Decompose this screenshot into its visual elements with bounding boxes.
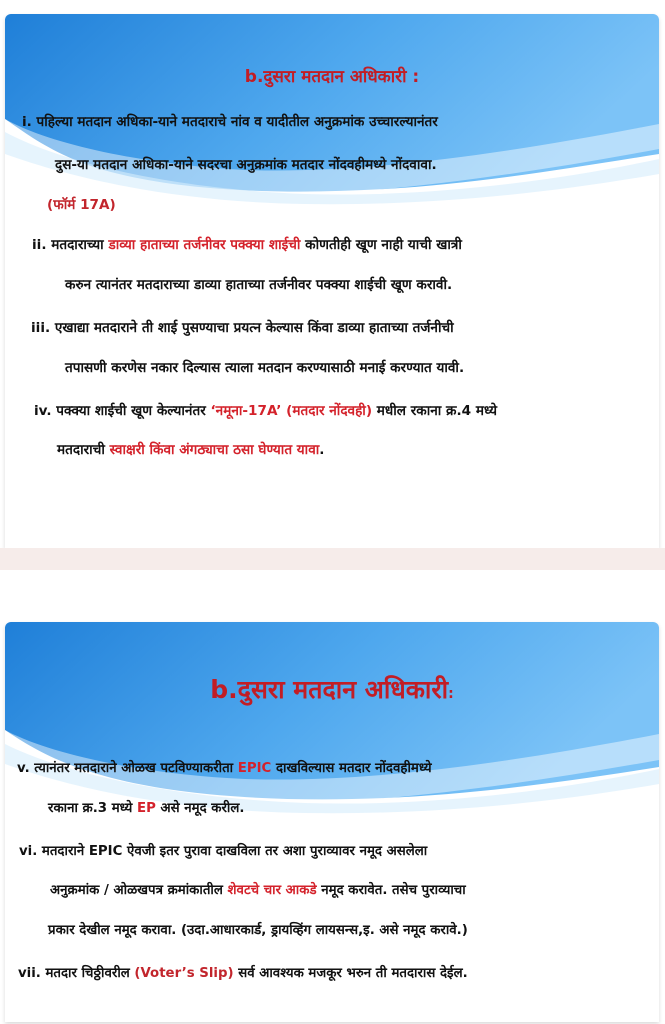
text-segment: EPIC [237, 761, 272, 776]
text-segment: (फॉर्म 17A) [47, 197, 116, 213]
slide-2 [5, 622, 659, 1022]
text-segment: प्रकार देखील नमूद करावा. (उदा.आधारकार्ड, ड्रायव्हिंग लायसन्स,इ. असे नमूद करावे.) [48, 923, 468, 938]
slide-2-line-4 [50, 880, 466, 898]
slide-2-content [5, 622, 659, 1022]
text-segment: शेवटचे चार आकडे [227, 883, 317, 898]
slide-1-line-3 [47, 194, 116, 213]
slide-2-title [5, 672, 659, 706]
text-segment: मधील रकाना क्र.4 मध्ये [372, 403, 497, 419]
text-segment: ii. मतदाराच्या [32, 237, 109, 253]
text-segment: iii. एखाद्या मतदाराने ती शाई पुसण्याचा प्रयत्न केल्यास किंवा डाव्या हाताच्या तर्जनीची [31, 320, 454, 336]
slide-1-line-2 [55, 154, 437, 173]
text-segment: vi. मतदाराने EPIC ऐवजी इतर पुरावा दाखविला तर अशा पुराव्यावर नमूद असलेला [19, 844, 428, 859]
slide-separator [0, 548, 665, 570]
text-segment: EP [136, 801, 156, 816]
slide-1 [5, 14, 659, 548]
text-segment: i. पहिल्या मतदान अधिका-याने मतदाराचे नांव व यादीतील अनुक्रमांक उच्चारल्यानंतर [22, 114, 438, 130]
text-segment: नमूद करावेत. तसेच पुराव्याचा [316, 883, 466, 898]
slide-1-title: b.दुसरा मतदान अधिकारी : [244, 67, 420, 87]
text-segment: . [319, 442, 325, 458]
slide-2-line-3 [19, 841, 427, 859]
slide-2-line-2 [48, 798, 244, 816]
slide-1-line-8 [34, 400, 497, 419]
slide-1-content [5, 14, 659, 548]
text-segment: iv. पक्क्या शाईची खूण केल्यानंतर [34, 403, 211, 419]
slide-1-line-9 [57, 439, 324, 458]
slide-2-line-5 [48, 920, 468, 938]
slide-2-title-text: b.दुसरा मतदान अधिकारी [210, 675, 449, 704]
slide-1-line-7 [65, 357, 464, 376]
slide-1-line-5 [65, 274, 452, 293]
text-segment: ‘नमूना-17A’ (मतदार नोंदवही) [210, 403, 373, 419]
text-segment: डाव्या हाताच्या तर्जनीवर पक्क्या शाईची [108, 237, 301, 253]
slide-1-line-6 [31, 317, 454, 336]
text-segment: स्वाक्षरी किंवा अंगठ्याचा ठसा घेण्यात यावा [109, 442, 320, 458]
slide-2-title-suffix: : [448, 686, 454, 702]
text-segment: दाखविल्यास मतदार नोंदवहीमध्ये [271, 761, 432, 776]
text-segment: करुन त्यानंतर मतदाराच्या डाव्या हाताच्या तर्जनीवर पक्क्या शाईची खूण करावी. [65, 277, 453, 293]
text-segment: कोणतीही खूण नाही याची खात्री [300, 237, 462, 253]
slide-2-line-6 [18, 963, 468, 981]
text-segment: (Voter’s Slip) [134, 966, 234, 981]
text-segment: असे नमूद करील. [155, 801, 245, 816]
slide-1-line-4 [32, 234, 462, 253]
text-segment: अनुक्रमांक / ओळखपत्र क्रमांकातील [50, 883, 228, 898]
slide-1-line-1 [22, 111, 438, 130]
text-segment: दुस-या मतदान अधिका-याने सदरचा अनुक्रमांक मतदार नोंदवहीमध्ये नोंदवावा. [55, 157, 437, 173]
text-segment: रकाना क्र.3 मध्ये [48, 801, 137, 816]
text-segment: vii. मतदार चिठ्ठीवरील [18, 966, 135, 981]
text-segment: तपासणी करणेस नकार दिल्यास त्याला मतदान करण्यासाठी मनाई करण्यात यावी. [65, 360, 465, 376]
text-segment: मतदाराची [57, 442, 110, 458]
text-segment: सर्व आवश्यक मजकूर भरुन ती मतदारास देईल. [233, 966, 468, 981]
text-segment: v. त्यानंतर मतदाराने ओळख पटविण्याकरीता [17, 761, 238, 776]
slide-2-line-1 [17, 758, 432, 776]
